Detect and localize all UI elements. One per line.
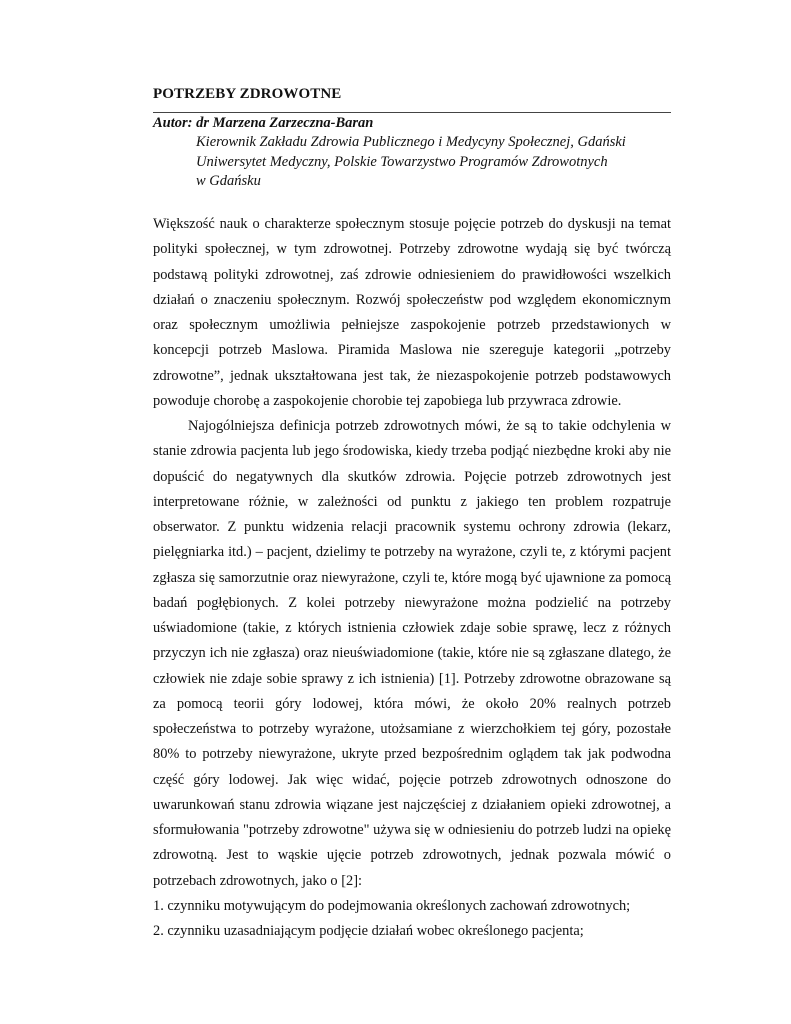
author-line: Autor: dr Marzena Zarzeczna-Baran bbox=[153, 115, 374, 131]
document-body bbox=[153, 212, 671, 944]
paragraph: Najogólniejsza definicja potrzeb zdrowotnych mówi, że są to takie odchylenia w stanie zdrowia pacjenta lub jego środowiska, kiedy trzeba podjąć niezbędne kroki aby nie dopuścić do negatywnych dla skutków zdrowia. Pojęcie potrzeb zdrowotnych jest interpretowane różnie, w zależności od punktu z jakiego ten problem rozpatruje obserwator. Z punktu widzenia relacji pracownik systemu ochrony zdrowia (lekarz, pielęgniarka itd.) – pacjent, dzielimy te potrzeby na wyrażone, czyli te, z którymi pacjent zgłasza się samorzutnie oraz niewyrażone, czyli te, które mogą być ujawnione za pomocą badań pogłębionych. Z kolei potrzeby niewyrażone można podzielić na potrzeby uświadomione (takie, z których istnienia człowiek zdaje sobie sprawę, lecz z różnych przyczyn ich nie zgłasza) oraz nieuświadomione (takie, które nie są zgłaszane dlatego, że człowiek nie zdaje sobie sprawy z ich istnienia) [1]. Potrzeby zdrowotne obrazowane są za pomocą teorii góry lodowej, która mówi, że około 20% realnych potrzeb społeczeństwa to potrzeby wyrażone, utożsamiane z wierzchołkiem tej góry, pozostałe 80% to potrzeby niewyrażone, ukryte przed bezpośrednim oglądem tak jak podwodna część góry lodowej. Jak więc widać, pojęcie potrzeb zdrowotnych odnoszone do uwarunkowań stanu zdrowia wiązane jest najczęściej z działaniem opieki zdrowotnej, a sformułowania "potrzeby zdrowotne" używa się w odniesieniu do potrzeb ludzi na opiekę zdrowotną. Jest to wąskie ujęcie potrzeb zdrowotnych, jednak pozwala mówić o potrzebach zdrowotnych, jako o [2]: bbox=[153, 418, 671, 889]
list-item: 2. czynniku uzasadniającym podjęcie działań wobec określonego pacjenta; bbox=[153, 923, 584, 939]
document-title: POTRZEBY ZDROWOTNE bbox=[153, 86, 342, 102]
author-affiliation bbox=[196, 133, 666, 192]
list-item: 1. czynniku motywującym do podejmowania określonych zachowań zdrowotnych; bbox=[153, 897, 631, 914]
paragraph: Większość nauk o charakterze społecznym stosuje pojęcie potrzeb do dyskusji na temat polityki społecznej, w tym zdrowotnej. Potrzeby zdrowotne wydają się być twórczą podstawą polityki zdrowotnej, zaś zdrowie odniesieniem do prawidłowości wszelkich działań o znaczeniu społecznym. Rozwój społeczeństw pod względem ekonomicznym oraz społecznym umożliwia pełniejsze zaspokojenie potrzeb przedstawionych w koncepcji potrzeb Maslowa. Piramida Maslowa nie szereguje kategorii „potrzeby zdrowotne”, jednak ukształtowana jest tak, że niezaspokojenie potrzeb podstawowych powoduje chorobę a zaspokojenie chorobie tej zapobiega lub przywraca zdrowie. bbox=[153, 216, 671, 409]
affiliation-line: Kierownik Zakładu Zdrowia Publicznego i Medycyny Społecznej, Gdański bbox=[196, 134, 626, 150]
title-divider bbox=[153, 112, 671, 113]
affiliation-line: Uniwersytet Medyczny, Polskie Towarzystwo Programów Zdrowotnych bbox=[196, 153, 608, 170]
affiliation-line: w Gdańsku bbox=[196, 173, 261, 189]
